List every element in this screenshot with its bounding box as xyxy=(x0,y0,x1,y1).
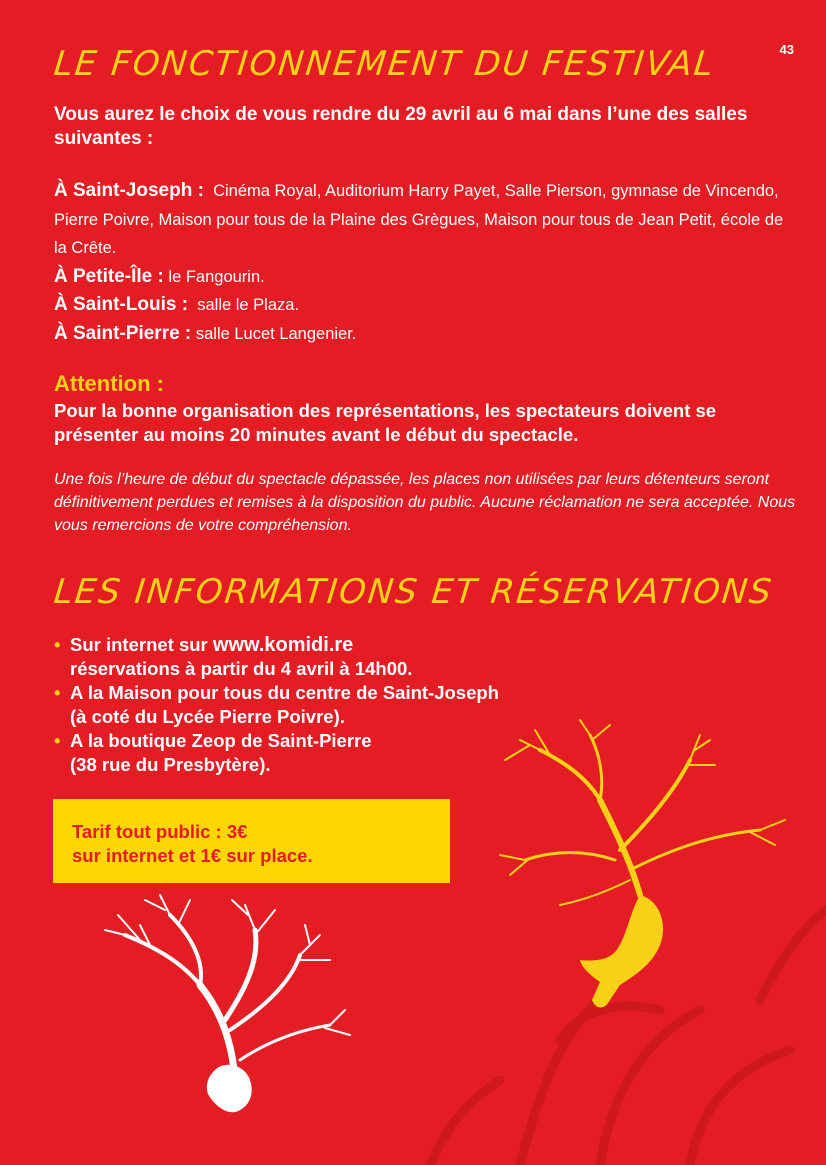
venue-town: À Petite-Île : xyxy=(54,265,164,287)
venue-places: le Fangourin. xyxy=(168,267,265,286)
venue-places: Cinéma Royal, Auditorium Harry Payet, Salle Pierson, gymnase de Vincendo, Pierre Poivre, Maison pour tous de la Plaine des Grègues, Maison pour tous de Jean Petit, école de la Crête. xyxy=(54,182,784,257)
venue-town: À Saint-Louis : xyxy=(54,294,189,315)
section-title-informations: LES INFORMATIONS ET RÉSERVATIONS xyxy=(51,572,775,612)
notice-text: Une fois l’heure de début du spectacle dépassée, les places non utilisées par leurs détenteurs seront définitivement perdues et remises à la disposition du public. Aucune réclamation ne sera acceptée. Nous vous remercions de votre compréhension. xyxy=(54,471,796,534)
website-link[interactable]: www.komidi.re xyxy=(212,634,354,656)
info-line: A la boutique Zeop de Saint-Pierre xyxy=(70,730,372,751)
info-line: A la Maison pour tous du centre de Saint-Joseph xyxy=(70,682,499,703)
page-number: 43 xyxy=(779,42,794,57)
venue-item xyxy=(54,320,784,349)
attention-text: Pour la bonne organisation des représentations, les spectateurs doivent se présenter au moins 20 minutes avant le début du spectacle. xyxy=(54,400,717,445)
venues-list xyxy=(54,177,784,348)
white-dancer-body-icon xyxy=(207,1065,252,1112)
info-line: Sur internet sur xyxy=(70,634,213,655)
attention-title: Attention : xyxy=(54,371,164,396)
price-line: Tarif tout public : 3€ xyxy=(72,821,248,842)
bullet-icon: • xyxy=(54,634,61,655)
bullet-icon: • xyxy=(54,682,61,703)
info-subline: réservations à partir du 4 avril à 14h00. xyxy=(70,658,413,679)
list-item xyxy=(54,729,674,777)
list-item xyxy=(54,633,674,681)
info-subline: (38 rue du Presbytère). xyxy=(70,754,271,775)
price-box xyxy=(53,799,450,883)
list-item xyxy=(54,681,674,729)
section-title-festival: LE FONCTIONNEMENT DU FESTIVAL xyxy=(51,44,718,84)
background-branches-icon xyxy=(430,910,826,1165)
venue-item xyxy=(54,263,784,292)
venue-item xyxy=(54,291,784,320)
venue-town: À Saint-Pierre : xyxy=(54,322,192,344)
intro-text: Vous aurez le choix de vous rendre du 29 avril au 6 mai dans l’une des salles suivantes : xyxy=(54,104,748,149)
info-list xyxy=(54,633,674,777)
venue-town: À Saint-Joseph : xyxy=(54,180,204,201)
price-line: sur internet et 1€ sur place. xyxy=(72,845,313,866)
venue-places: salle Lucet Langenier. xyxy=(195,324,357,343)
white-tree-dancer-icon xyxy=(105,895,350,1080)
venue-item xyxy=(54,177,784,263)
bullet-icon: • xyxy=(54,730,61,751)
info-subline: (à coté du Lycée Pierre Poivre). xyxy=(70,706,345,727)
venue-places: salle le Plaza. xyxy=(197,296,300,314)
yellow-dancer-body-icon xyxy=(580,895,663,1008)
